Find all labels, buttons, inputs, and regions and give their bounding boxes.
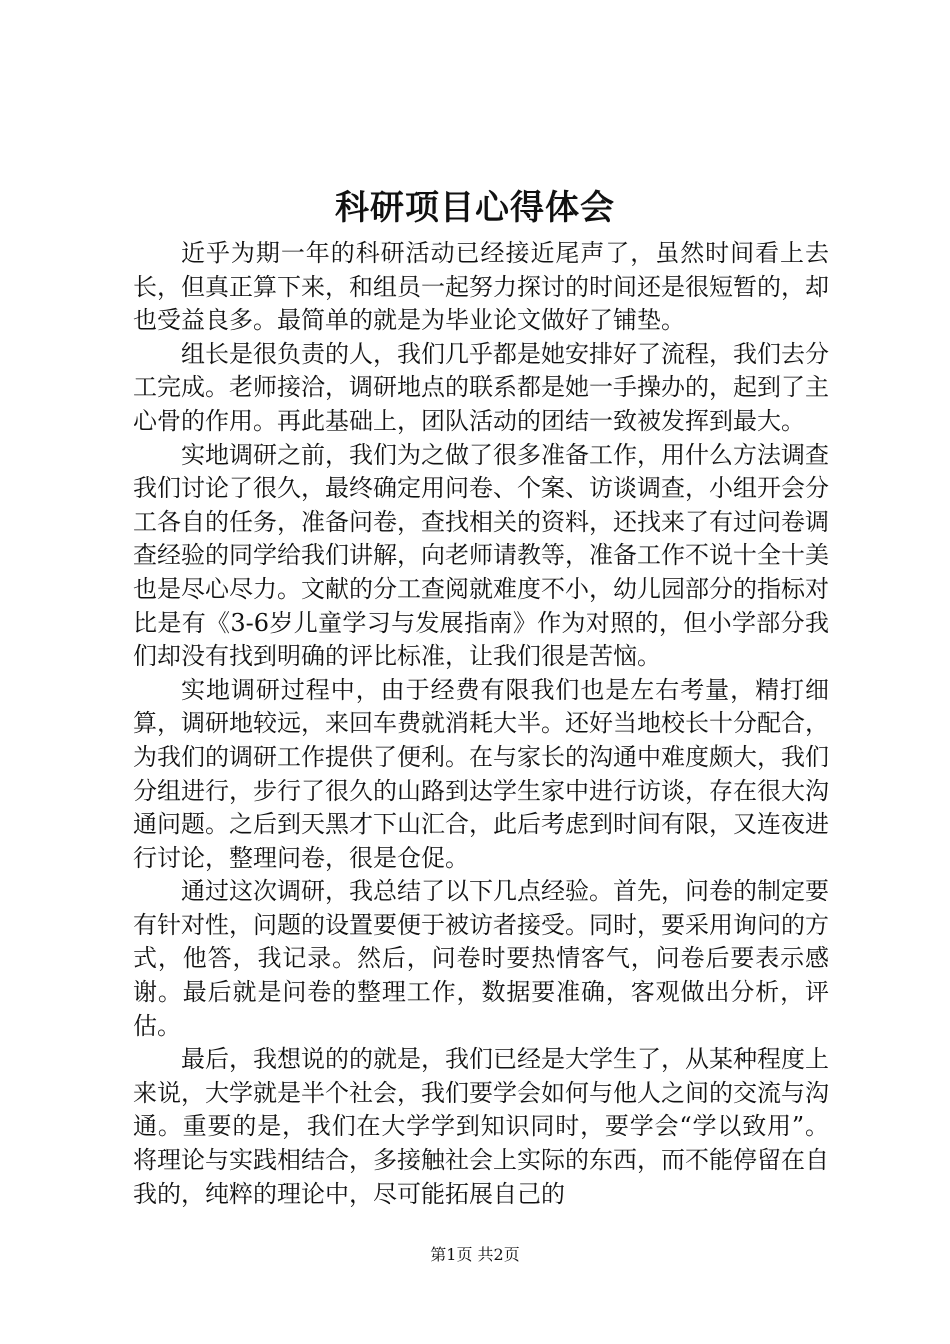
paragraph: 实地调研过程中，由于经费有限我们也是左右考量，精打细算，调研地较远，来回车费就消耗大半。还好当地校长十分配合，为我们的调研工作提供了便利。在与家长的沟通中难度颇大，我们分组进行，步行了很久的山路到达学生家中进行访谈，存在很大沟通问题。之后到天黑才下山汇合，此后考虑到时间有限，又连夜进行讨论，整理问卷，很是仓促。 — [133, 675, 829, 872]
document-title: 科研项目心得体会 — [335, 188, 615, 228]
document-body — [133, 237, 829, 1211]
paragraph: 实地调研之前，我们为之做了很多准备工作，用什么方法调查我们讨论了很久，最终确定用问卷、个案、访谈调查，小组开会分工各自的任务，准备问卷，查找相关的资料，还找来了有过问卷调查经验的同学给我们讲解，向老师请教等，准备工作不说十全十美也是尽心尽力。文献的分工查阅就难度不小，幼儿园部分的指标对比是有《3-6岁儿童学习与发展指南》作为对照的，但小学部分我们却没有找到明确的评比标准，让我们很是苦恼。 — [133, 440, 829, 671]
paragraph: 近乎为期一年的科研活动已经接近尾声了，虽然时间看上去长，但真正算下来，和组员一起努力探讨的时间还是很短暂的，却也受益良多。最简单的就是为毕业论文做好了铺垫。 — [133, 239, 829, 335]
paragraph: 组长是很负责的人，我们几乎都是她安排好了流程，我们去分工完成。老师接洽，调研地点的联系都是她一手操办的，起到了主心骨的作用。再此基础上，团队活动的团结一致被发挥到最大。 — [133, 339, 829, 435]
paragraph: 通过这次调研，我总结了以下几点经验。首先，问卷的制定要有针对性，问题的设置要便于被访者接受。同时，要采用询问的方式，他答，我记录。然后，问卷时要热情客气，问卷后要表示感谢。最后就是问卷的整理工作，数据要准确，客观做出分析，评估。 — [133, 877, 829, 1040]
paragraph: 最后，我想说的的就是，我们已经是大学生了，从某种程度上来说，大学就是半个社会，我们要学会如何与他人之间的交流与沟通。重要的是，我们在大学学到知识同时，要学会“学以致用”。将理论与实践相结合，多接触社会上实际的东西，而不能停留在自我的，纯粹的理论中，尽可能拓展自己的 — [133, 1045, 829, 1208]
page-indicator: 第1页 共2页 — [430, 1245, 520, 1264]
